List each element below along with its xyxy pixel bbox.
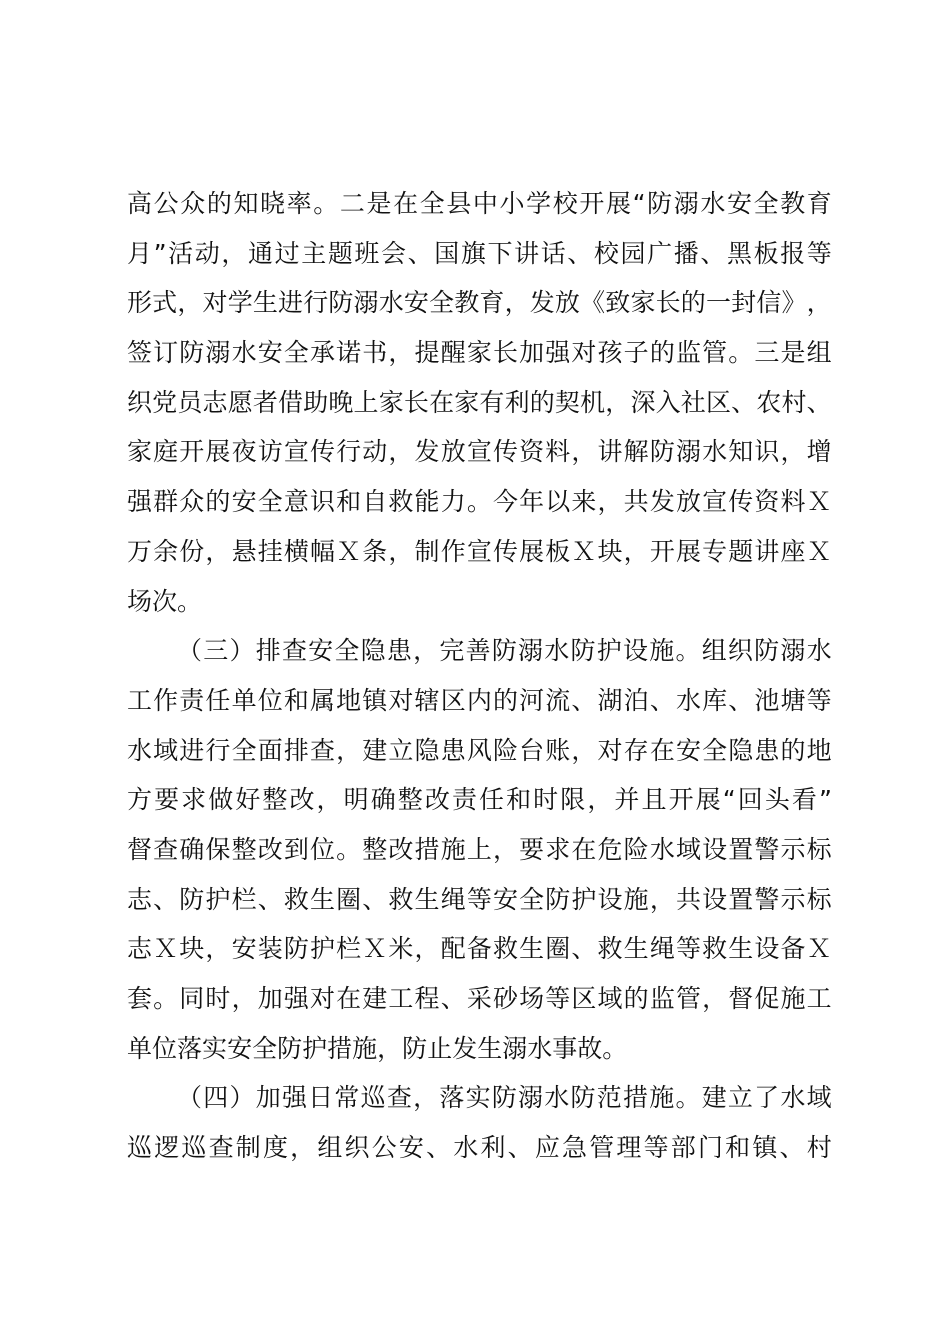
text-line: 签 订 防 溺 水 安 全 承 诺 书 ， 提 醒 家 长 加 强 对 孩 子 的 监 管 。 三 是 组	[127, 338, 832, 368]
text-line: 督 查 确 保 整 改 到 位 。 整 改 措 施 上 ， 要 求 在 危 险 水 域 设 置 警 示 标	[127, 834, 832, 864]
text-line: 场 次 。	[127, 586, 203, 616]
text-line: 方 要 求 做 好 整 改 ， 明 确 整 改 责 任 和 时 限 ， 并 且 开 展 “ 回 头 看 ”	[127, 785, 832, 815]
text-line: 万 余 份 ， 悬 挂 横 幅 Ｘ 条 ， 制 作 宣 传 展 板 Ｘ 块 ， 开 展 专 题 讲 座 Ｘ	[127, 536, 832, 566]
text-line: （ 四 ） 加 强 日 常 巡 查 ， 落 实 防 溺 水 防 范 措 施 。 建 立 了 水 域	[177, 1083, 832, 1113]
text-line: 套 。 同 时 ， 加 强 对 在 建 工 程 、 采 砂 场 等 区 域 的 监 管 ， 督 促 施 工	[127, 984, 832, 1013]
text-line: 志 Ｘ 块 ， 安 装 防 护 栏 Ｘ 米 ， 配 备 救 生 圈 、 救 生 绳 等 救 生 设 备 Ｘ	[127, 934, 832, 964]
text-line: 织 党 员 志 愿 者 借 助 晚 上 家 长 在 家 有 利 的 契 机 ， 深 入 社 区 、 农 村 、	[127, 387, 832, 417]
text-line: 强 群 众 的 安 全 意 识 和 自 救 能 力 。 今 年 以 来 ， 共 发 放 宣 传 资 料 Ｘ	[127, 487, 832, 517]
text-line: 工 作 责 任 单 位 和 属 地 镇 对 辖 区 内 的 河 流 、 湖 泊 、 水 库 、 池 塘 等	[127, 685, 832, 715]
text-line: 月 ” 活 动 ， 通 过 主 题 班 会 、 国 旗 下 讲 话 、 校 园 广 播 、 黑 板 报 等	[127, 238, 832, 268]
text-line: 水 域 进 行 全 面 排 查 ， 建 立 隐 患 风 险 台 账 ， 对 存 在 安 全 隐 患 的 地	[127, 735, 832, 765]
document-body	[127, 179, 832, 1173]
text-line: 单 位 落 实 安 全 防 护 措 施 ， 防 止 发 生 溺 水 事 故 。	[127, 1033, 628, 1063]
text-line: 高 公 众 的 知 晓 率 。 二 是 在 全 县 中 小 学 校 开 展 “ 防 溺 水 安 全 教 育	[127, 189, 832, 218]
text-line: 巡 逻 巡 查 制 度 ， 组 织 公 安 、 水 利 、 应 急 管 理 等 部 门 和 镇 、 村	[127, 1133, 832, 1163]
text-line: （ 三 ） 排 查 安 全 隐 患 ， 完 善 防 溺 水 防 护 设 施 。 组 织 防 溺 水	[177, 636, 832, 666]
text-line: 形 式 ， 对 学 生 进 行 防 溺 水 安 全 教 育 ， 发 放 《 致 家 长 的 一 封 信 》 ，	[127, 288, 832, 318]
text-line: 志 、 防 护 栏 、 救 生 圈 、 救 生 绳 等 安 全 防 护 设 施 ， 共 设 置 警 示 标	[127, 884, 832, 914]
text-line: 家 庭 开 展 夜 访 宣 传 行 动 ， 发 放 宣 传 资 料 ， 讲 解 防 溺 水 知 识 ， 增	[127, 437, 832, 467]
